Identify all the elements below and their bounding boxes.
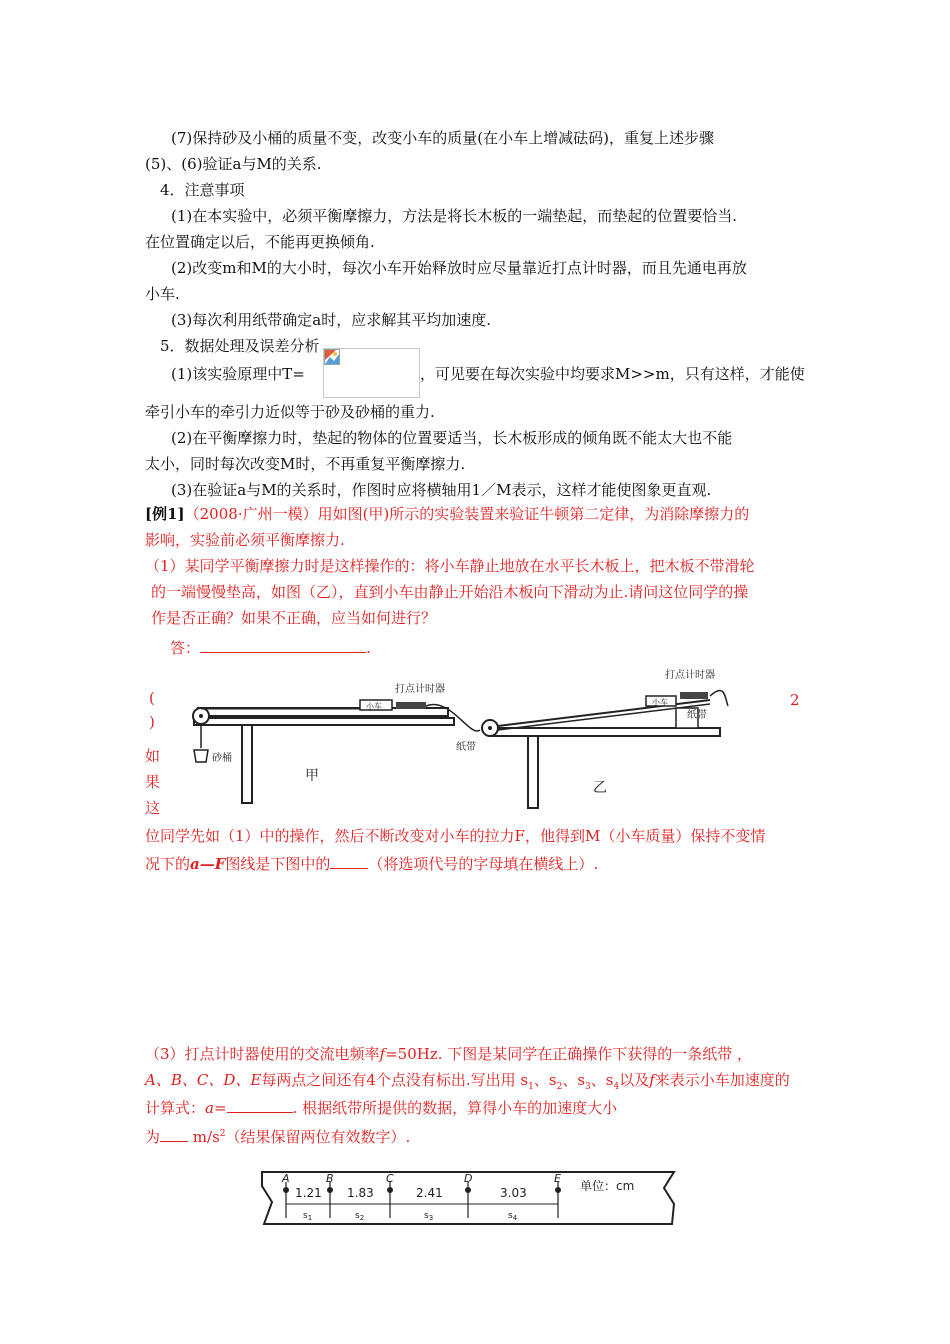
apparatus-yi <box>482 668 728 808</box>
tape-point-dot <box>327 1187 333 1193</box>
data-3: (3)在验证a与M的关系时，作图时应将横轴用1／M表示，这样才能使图象更直观. <box>171 481 712 499</box>
tape-point-dot <box>465 1187 471 1193</box>
example-intro-line-a <box>145 504 749 524</box>
paper-tape-figure <box>260 1168 680 1232</box>
q3b-letters: A、B、C、D、E <box>145 1071 262 1089</box>
question-2-number: 2 <box>790 691 800 709</box>
answer-label: 答： <box>170 639 201 657</box>
note-2-line-b: 小车. <box>145 285 180 303</box>
question-2-wrap-char: 这 <box>145 799 161 817</box>
timer-icon <box>680 692 708 699</box>
question-2-line-a: 位同学先如（1）中的操作，然后不断改变对小车的拉力F，他得到M（小车质量）保持不变情 <box>145 827 766 845</box>
example-intro-line-b: 影响，实验前必须平衡摩擦力. <box>145 531 345 549</box>
label-timer: 打点计时器 <box>395 684 445 695</box>
question-2-wrap-char: ( <box>149 689 155 707</box>
step-7-line-b: (5)、(6)验证a与M的关系. <box>145 155 322 173</box>
tape-segment-label: $s_1$ <box>303 1211 313 1222</box>
label-car: 小车 <box>366 702 382 711</box>
data-2-line-a: (2)在平衡摩擦力时，垫起的物体的位置要适当，长木板形成的倾角既不能太大也不能 <box>171 429 733 447</box>
data-1-line-a-prefix: (1)该实验原理中T= <box>171 365 305 383</box>
tape-segment-label: $s_2$ <box>355 1211 365 1222</box>
apparatus-figure <box>180 668 730 810</box>
formula-image-placeholder <box>323 348 420 398</box>
tape-point-dot <box>387 1187 393 1193</box>
note-3: (3)每次利用纸带确定a时，应求解其平均加速度. <box>171 311 491 329</box>
question-1-line-c: 作是否正确？如果不正确，应当如何进行？ <box>151 609 437 627</box>
tape-segment-value: 3.03 <box>500 1186 527 1200</box>
example-tag: [例1] <box>145 505 185 523</box>
tape-unit-label: 单位：cm <box>580 1179 635 1193</box>
note-2-line-a: (2)改变m和M的大小时，每次小车开始释放时应尽量靠近打点计时器，而且先通电再放 <box>171 259 747 277</box>
q3b-s4: $s_4$ <box>605 1071 620 1092</box>
tape-point-label: C <box>386 1172 394 1185</box>
label-tape: 纸带 <box>687 710 707 721</box>
data-1-line-b: 牵引小车的牵引力近似等于砂及砂桶的重力. <box>145 403 435 421</box>
tape-point-dot <box>283 1187 289 1193</box>
question-3-line-d: 为 $m/s^2$（结果保留两位有效数字）. <box>145 1124 410 1147</box>
step-7-line-a: (7)保持砂及小桶的质量不变，改变小车的质量(在小车上增减砝码)，重复上述步骤 <box>171 129 714 147</box>
tape-segment-value: 1.21 <box>295 1186 322 1200</box>
question-1-line-a: （1）某同学平衡摩擦力时是这样操作的：将小车静止地放在水平长木板上，把木板不带滑轮 <box>145 557 755 575</box>
question-2-line-b <box>145 852 598 874</box>
answer-blank[interactable] <box>200 636 366 653</box>
data-2-line-b: 太小，同时每次改变M时，不再重复平衡摩擦力. <box>145 455 466 473</box>
q2-af: a—F <box>190 855 226 873</box>
tape-segment-value: 2.41 <box>416 1186 443 1200</box>
label-yi: 乙 <box>593 780 607 796</box>
q2-post: （将选项代号的字母填在横线上）. <box>368 855 599 873</box>
label-sand-bucket: 砂桶 <box>212 753 232 764</box>
data-1-line-a-suffix: ，可见要在每次实验中均要求M>>m，只有这样，才能使 <box>420 365 805 383</box>
heading-data-processing: 5．数据处理及误差分析 <box>160 337 320 355</box>
q3a-f: f <box>379 1045 386 1063</box>
label-tape: 纸带 <box>456 742 476 753</box>
question-2-wrap-char: ) <box>149 713 155 731</box>
apparatus-jia <box>193 682 480 803</box>
tape-segment-label: $s_4$ <box>508 1211 518 1222</box>
q3b-s3: $s_3$ <box>577 1071 591 1092</box>
tape-point-label: D <box>464 1172 473 1185</box>
question-2-wrap-char: 如 <box>145 747 161 765</box>
tape-point-dot <box>555 1187 561 1193</box>
q3b-s2: $s_2$ <box>548 1071 563 1092</box>
answer-line <box>170 636 371 658</box>
q3b-s1: $s_1$ <box>520 1071 534 1092</box>
question-2-wrap-char: 果 <box>145 773 161 791</box>
label-car: 小车 <box>652 698 668 707</box>
q2-pre: 况下的 <box>145 855 191 873</box>
note-1-line-b: 在位置确定以后，不能再更换倾角. <box>145 233 375 251</box>
q3a-pre: （3）打点计时器使用的交流电频率 <box>145 1045 380 1063</box>
tape-point-label: A <box>282 1172 290 1185</box>
q2-mid: 图线是下图中的 <box>225 855 331 873</box>
label-timer: 打点计时器 <box>665 670 715 681</box>
question-2-blank[interactable] <box>330 852 368 869</box>
tape-point-label: B <box>326 1172 334 1185</box>
tape-point-label: E <box>554 1172 561 1185</box>
heading-notes: 4．注意事项 <box>160 181 245 199</box>
example-intro-text: （2008·广州一模）用如图(甲)所示的实验装置来验证牛顿第二定律，为消除摩擦力的 <box>184 505 750 523</box>
answer-end: . <box>366 639 371 657</box>
label-jia: 甲 <box>305 768 319 784</box>
q3b-mid: 每两点之间还有4个点没有标出.写出用 <box>261 1071 516 1089</box>
question-3-line-a <box>145 1044 752 1064</box>
acceleration-value-blank[interactable] <box>160 1125 188 1142</box>
question-3-line-b: A、B、C、D、E每两点之间还有4个点没有标出.写出用 $s_1$、$s_2$、$s_3$、$s_4$以及f来表示小车加速度的 <box>145 1071 790 1092</box>
acceleration-formula-blank[interactable] <box>227 1096 293 1113</box>
timer-icon <box>396 702 426 709</box>
q3a-post: =50Hz. 下图是某同学在正确操作下获得的一条纸带 ， <box>385 1045 753 1063</box>
broken-image-icon <box>324 349 340 365</box>
tape-segment-label: $s_3$ <box>424 1211 434 1222</box>
question-3-line-c: 计算式：a= . 根据纸带所提供的数据，算得小车的加速度大小 <box>145 1096 617 1118</box>
sand-bucket-icon <box>194 750 208 762</box>
tape-segment-value: 1.83 <box>347 1186 374 1200</box>
question-1-line-b: 的一端慢慢垫高，如图（乙），直到小车由静止开始沿木板向下滑动为止.请问这位同学的操 <box>151 583 749 601</box>
note-1-line-a: (1)在本实验中，必须平衡摩擦力，方法是将长木板的一端垫起，而垫起的位置要恰当. <box>171 207 738 225</box>
